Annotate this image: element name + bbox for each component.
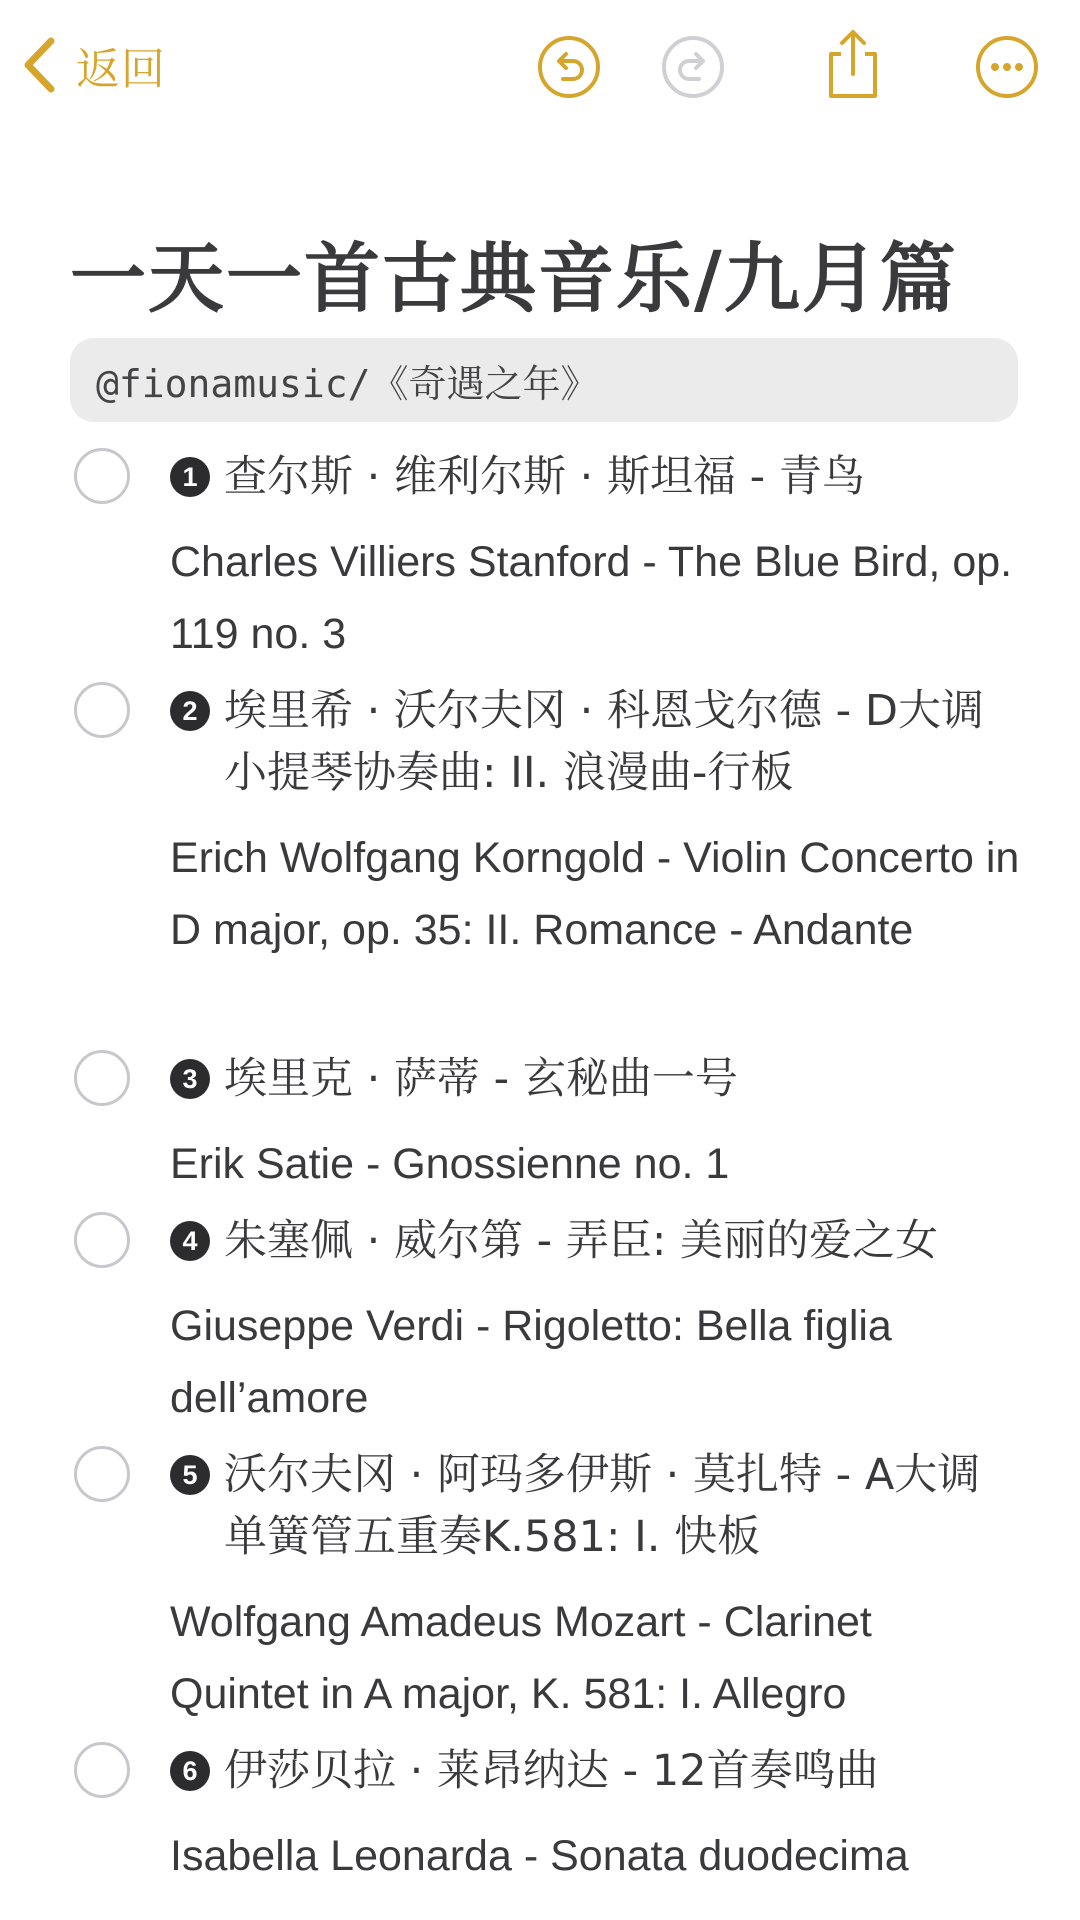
number-badge: 1 <box>170 457 210 497</box>
number-badge: 3 <box>170 1059 210 1099</box>
item-title-chinese: 沃尔夫冈 · 阿玛多伊斯 · 莫扎特 - A大调单簧管五重奏K.581: I. 快板 <box>224 1450 981 1562</box>
item-title-chinese: 伊莎贝拉 · 莱昂纳达 - 12首奏鸣曲 <box>224 1746 879 1796</box>
item-title-english: Isabella Leonarda - Sonata duodecima <box>170 1832 909 1880</box>
checklist-item[interactable] <box>170 680 1020 966</box>
item-title-chinese: 埃里希 · 沃尔夫冈 · 科恩戈尔德 - D大调小提琴协奏曲: II. 浪漫曲-行板 <box>224 686 984 798</box>
number-badge: 4 <box>170 1221 210 1261</box>
checkbox[interactable] <box>74 1446 130 1502</box>
checklist-item[interactable] <box>170 1048 1020 1200</box>
checklist-item[interactable] <box>170 446 1020 670</box>
item-title-english: Giuseppe Verdi - Rigoletto: Bella figlia dell’amore <box>170 1302 892 1422</box>
checkbox[interactable] <box>74 1742 130 1798</box>
checkbox[interactable] <box>74 1050 130 1106</box>
checkbox[interactable] <box>74 682 130 738</box>
number-badge: 2 <box>170 691 210 731</box>
checklist-item[interactable] <box>170 1444 1020 1730</box>
checkbox[interactable] <box>74 448 130 504</box>
checklist-item[interactable] <box>170 1740 1020 1892</box>
item-title-english: Erik Satie - Gnossienne no. 1 <box>170 1140 730 1188</box>
item-title-english: Wolfgang Amadeus Mozart - Clarinet Quintet in A major, K. 581: I. Allegro <box>170 1598 872 1718</box>
number-badge: 6 <box>170 1751 210 1791</box>
tag-text: @fionamusic/《奇遇之年》 <box>96 361 599 406</box>
item-title-english: Charles Villiers Stanford - The Blue Bird, op. 119 no. 3 <box>170 538 1013 658</box>
checklist-item[interactable] <box>170 1210 1020 1434</box>
checkbox[interactable] <box>74 1212 130 1268</box>
item-title-chinese: 埃里克 · 萨蒂 - 玄秘曲一号 <box>224 1054 738 1104</box>
item-title-chinese: 朱塞佩 · 威尔第 - 弄臣: 美丽的爱之女 <box>224 1216 939 1266</box>
item-title-english: Erich Wolfgang Korngold - Violin Concerto in D major, op. 35: II. Romance - Andante <box>170 834 1020 954</box>
number-badge: 5 <box>170 1455 210 1495</box>
item-title-chinese: 查尔斯 · 维利尔斯 · 斯坦福 - 青鸟 <box>224 452 865 502</box>
note-title[interactable]: 一天一首古典音乐/九月篇 <box>70 234 958 323</box>
back-label: 返回 <box>76 44 166 95</box>
